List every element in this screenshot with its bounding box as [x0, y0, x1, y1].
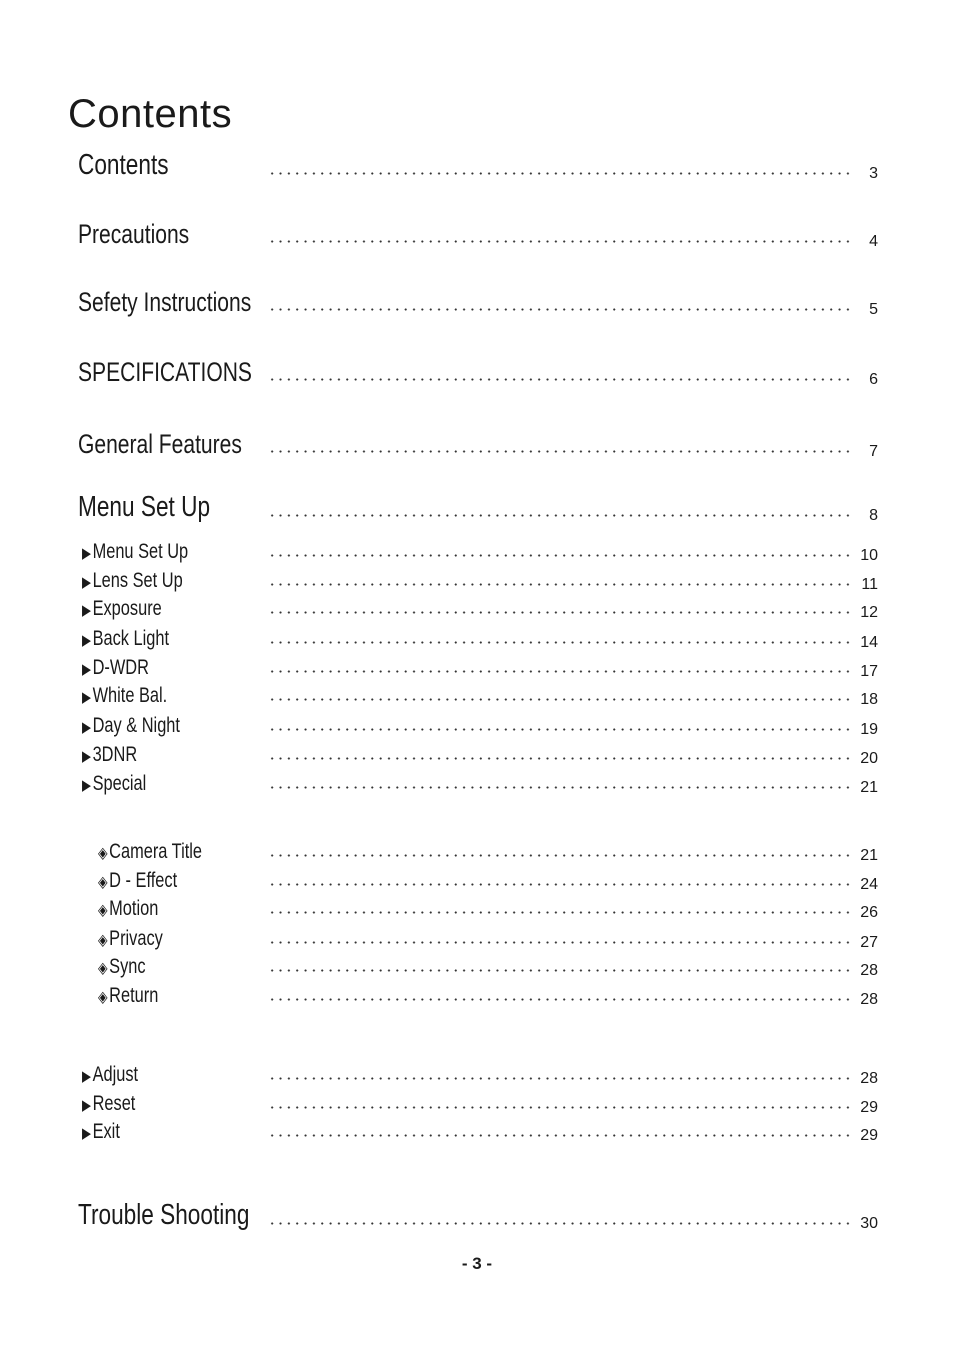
toc-entry-label	[78, 287, 251, 318]
diamond-bullet-icon: ◈	[98, 960, 108, 977]
toc-entry-label	[98, 840, 202, 864]
toc-entry-label	[82, 627, 169, 651]
toc-entry	[78, 1059, 878, 1091]
toc-entry-text: Return	[109, 984, 159, 1007]
toc-entry-page: 17	[860, 663, 878, 680]
toc-entry-label	[82, 656, 149, 680]
diamond-bullet-icon: ◈	[98, 932, 108, 949]
triangle-bullet-icon: ▶	[82, 719, 92, 736]
toc-entry-text: Back Light	[92, 627, 170, 650]
dot-leader	[268, 911, 852, 914]
toc-entry-text: Special	[92, 772, 147, 795]
toc-entry-page: 29	[860, 1127, 878, 1144]
toc-entry-page: 30	[860, 1215, 878, 1232]
toc-entry	[78, 219, 878, 254]
toc-entry	[78, 536, 878, 568]
triangle-bullet-icon: ▶	[82, 777, 92, 794]
toc-entry	[78, 768, 878, 800]
toc-entry-page: 29	[860, 1099, 878, 1116]
diamond-bullet-icon: ◈	[98, 845, 108, 862]
toc-entry-text: Lens Set Up	[92, 569, 183, 592]
toc-entry	[78, 893, 878, 925]
toc-entry-page: 27	[860, 934, 878, 951]
toc-entry-label	[82, 597, 162, 621]
dot-leader	[268, 172, 852, 175]
toc-entry	[78, 980, 878, 1012]
toc-entry-text: 3DNR	[92, 743, 138, 766]
toc-entry	[78, 287, 878, 322]
toc-entry-text: White Bal.	[92, 684, 168, 707]
toc-entry-text: SPECIFICATIONS	[78, 357, 252, 387]
dot-leader	[268, 757, 852, 760]
toc-entry-page: 28	[860, 991, 878, 1008]
toc-entry	[78, 593, 878, 625]
dot-leader	[268, 583, 852, 586]
dot-leader	[268, 1077, 852, 1080]
dot-leader	[268, 786, 852, 789]
dot-leader	[268, 854, 852, 857]
toc-entry-page: 10	[860, 547, 878, 564]
toc-entry	[78, 680, 878, 712]
toc-entry-page: 28	[860, 1070, 878, 1087]
toc-entry-label	[82, 1063, 138, 1087]
dot-leader	[268, 611, 852, 614]
dot-leader	[268, 450, 852, 453]
toc-entry-page: 18	[860, 691, 878, 708]
toc-entry-text: Camera Title	[109, 840, 203, 863]
toc-entry-label	[82, 743, 137, 767]
toc-entry-label	[98, 897, 158, 921]
toc-entry	[78, 836, 878, 868]
dot-leader	[268, 1222, 852, 1225]
triangle-bullet-icon: ▶	[82, 545, 92, 562]
toc-entry-page: 24	[860, 876, 878, 893]
triangle-bullet-icon: ▶	[82, 1068, 92, 1085]
toc-entry-page: 21	[860, 847, 878, 864]
toc-entry-text: Sync	[109, 955, 146, 978]
toc-entry-label	[82, 1092, 135, 1116]
toc-entry-text: Menu Set Up	[78, 491, 211, 523]
toc-entry-text: Precautions	[78, 219, 190, 249]
dot-leader	[268, 641, 852, 644]
toc-entry	[78, 1199, 878, 1236]
triangle-bullet-icon: ▶	[82, 748, 92, 765]
toc-entry	[78, 429, 878, 464]
toc-entry-page: 14	[860, 634, 878, 651]
triangle-bullet-icon: ▶	[82, 661, 92, 678]
toc-entry-text: Motion	[109, 897, 159, 920]
dot-leader	[268, 969, 852, 972]
toc-entry-text: Privacy	[109, 927, 163, 950]
toc-entry	[78, 357, 878, 392]
toc-entry	[78, 710, 878, 742]
toc-entry-text: Exposure	[92, 597, 162, 620]
diamond-bullet-icon: ◈	[98, 989, 108, 1006]
toc-entry	[78, 149, 878, 186]
toc-entry-page: 4	[869, 233, 878, 250]
triangle-bullet-icon: ▶	[82, 1097, 92, 1114]
dot-leader	[268, 728, 852, 731]
toc-entry-label	[82, 772, 146, 796]
toc-entry-page: 20	[860, 750, 878, 767]
triangle-bullet-icon: ▶	[82, 632, 92, 649]
toc-entry-text: Exit	[92, 1120, 120, 1143]
toc-entry	[78, 739, 878, 771]
triangle-bullet-icon: ▶	[82, 574, 92, 591]
toc-entry-label	[98, 869, 177, 893]
triangle-bullet-icon: ▶	[82, 602, 92, 619]
toc-entry-text: Adjust	[92, 1063, 139, 1086]
toc-entry-page: 11	[861, 576, 878, 593]
toc-entry-page: 7	[869, 443, 878, 460]
toc-entry-page: 19	[860, 721, 878, 738]
dot-leader	[268, 941, 852, 944]
toc-entry	[78, 1116, 878, 1148]
toc-entry-label	[82, 540, 188, 564]
toc-entry-label	[78, 219, 189, 250]
toc-entry	[78, 951, 878, 983]
dot-leader	[268, 1134, 852, 1137]
dot-leader	[268, 554, 852, 557]
toc-entry-text: Day & Night	[92, 714, 180, 737]
toc-entry	[78, 491, 878, 528]
dot-leader	[268, 378, 852, 381]
footer-page-number: - 3 -	[461, 1254, 493, 1273]
diamond-bullet-icon: ◈	[98, 874, 108, 891]
toc-entry-label	[98, 984, 158, 1008]
toc-entry-label	[98, 927, 163, 951]
toc-entry-label	[98, 955, 146, 979]
toc-entry-label	[78, 429, 242, 460]
toc-entry-page: 26	[860, 904, 878, 921]
toc-entry-label	[78, 1199, 249, 1232]
toc-entry-text: Menu Set Up	[92, 540, 189, 563]
toc-entry-page: 28	[860, 962, 878, 979]
toc-entry-label	[82, 714, 180, 738]
diamond-bullet-icon: ◈	[98, 902, 108, 919]
toc-entry-label	[82, 1120, 120, 1144]
dot-leader	[268, 514, 852, 517]
dot-leader	[268, 998, 852, 1001]
triangle-bullet-icon: ▶	[82, 1125, 92, 1142]
dot-leader	[268, 670, 852, 673]
dot-leader	[268, 1106, 852, 1109]
toc-entry-text: Trouble Shooting	[78, 1199, 250, 1231]
toc-entry-text: D-WDR	[92, 656, 149, 679]
toc-entry-page: 3	[869, 165, 878, 182]
toc-entry-page: 5	[869, 301, 878, 318]
dot-leader	[268, 308, 852, 311]
page-title: Contents	[68, 92, 233, 136]
toc-entry-label	[78, 357, 252, 388]
toc-entry-page: 8	[869, 507, 878, 524]
toc-entry-page: 12	[860, 604, 878, 621]
toc-entry-label	[78, 491, 210, 524]
toc-entry-label	[78, 149, 169, 182]
toc-entry-text: Reset	[92, 1092, 136, 1115]
toc-entry-label	[82, 569, 183, 593]
toc-entry-text: General Features	[78, 429, 242, 459]
dot-leader	[268, 883, 852, 886]
toc-entry-text: Contents	[78, 149, 169, 181]
triangle-bullet-icon: ▶	[82, 689, 92, 706]
toc-entry-text: Sefety Instructions	[78, 287, 252, 317]
toc-entry-label	[82, 684, 167, 708]
toc-entry-page: 21	[860, 779, 878, 796]
dot-leader	[268, 240, 852, 243]
toc-entry-text: D - Effect	[109, 869, 178, 892]
dot-leader	[268, 698, 852, 701]
toc-entry	[78, 623, 878, 655]
toc-entry-page: 6	[869, 371, 878, 388]
